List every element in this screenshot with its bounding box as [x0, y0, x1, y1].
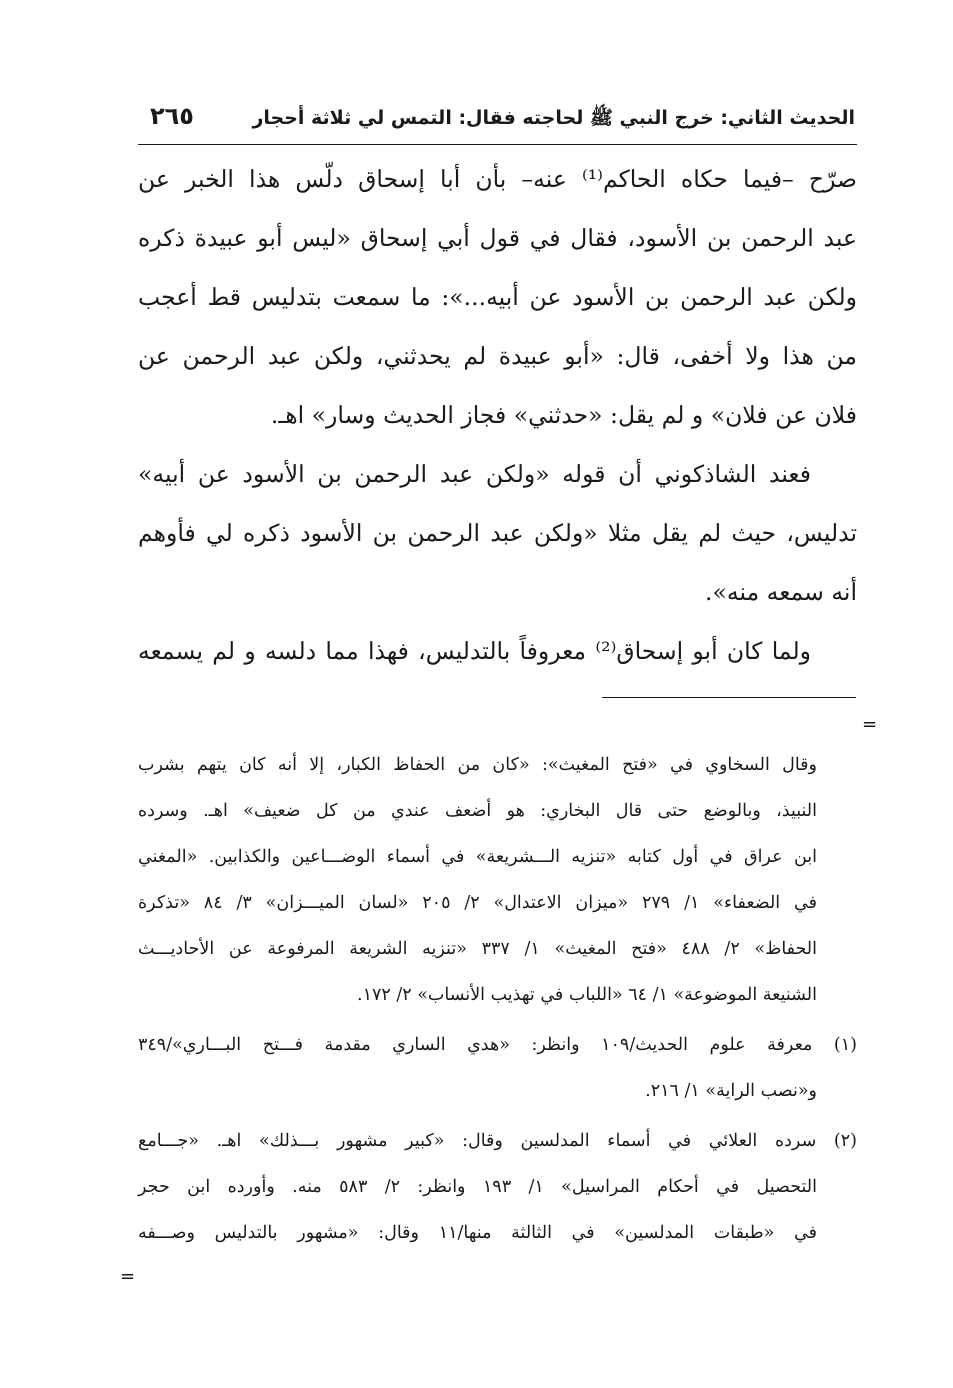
- text-line: عبد الرحمن بن الأسود، فقال في قول أبي إسحاق «ليس أبو عبيدة ذكره: [138, 224, 857, 252]
- text-line: صرّح –فيما حكاه الحاكم⁽¹⁾ عنه– بأن أبا إسحاق دلّس هذا الخبر عن: [138, 165, 858, 193]
- footnote-line: الحفاظ» ٢/ ٤٨٨ «فتح المغيث» ١/ ٣٣٧ «تنزيه الشريعة المرفوعة عن الأحاديـــث: [138, 939, 818, 959]
- footnotes: [138, 742, 857, 1256]
- page-number: ٢٦٥: [150, 102, 194, 130]
- footnote-separator: [602, 697, 856, 698]
- text-line: ولما كان أبو إسحاق⁽²⁾ معروفاً بالتدليس، فهذا مما دلسه و لم يسمعه: [138, 637, 811, 665]
- text-line: تدليس، حيث لم يقل مثلا «ولكن عبد الرحمن بن الأسود ذكره لي فأوهم: [138, 519, 857, 547]
- footnote-1: [138, 1022, 857, 1114]
- footnote-line: التحصيل في أحكام المراسيل» ١/ ١٩٣ وانظر: ٢/ ٥٨٣ منه. وأورده ابن حجر: [138, 1177, 817, 1197]
- footnote-line: (٢) سرده العلائي في أسماء المدلسين وقال: «كبير مشهور بـــذلك» اهـ. «جـــامع: [138, 1131, 857, 1151]
- continuation-mark: =: [862, 714, 878, 735]
- text-line: فلان عن فلان» و لم يقل: «حدثني» فجاز الحديث وسار» اهـ.: [270, 401, 857, 429]
- footnote-2: [138, 1118, 857, 1256]
- footnote-continuation: [138, 742, 857, 1018]
- footnote-line: النبيذ، وبالوضع حتى قال البخاري: هو أضعف عندي من كل ضعيف» اهـ. وسرده: [138, 801, 817, 821]
- footnote-line: (١) معرفة علوم الحديث/١٠٩ وانظر: «هدي الساري مقدمة فـــتح البـــاري»/٣٤٩: [138, 1035, 857, 1055]
- footnote-line: وقال السخاوي في «فتح المغيث»: «كان من الحفاظ الكبار، إلا أنه كان يتهم بشرب: [138, 755, 817, 775]
- footnote-line: في الضعفاء» ١/ ٢٧٩ «ميزان الاعتدال» ٢/ ٢٠٥ «لسان الميـــزان» ٣/ ٨٤ «تذكرة: [138, 893, 817, 913]
- text-line: ولكن عبد الرحمن بن الأسود عن أبيه...»: ما سمعت بتدليس قط أعجب: [138, 283, 857, 311]
- text-line: فعند الشاذكوني أن قوله «ولكن عبد الرحمن بن الأسود عن أبيه»: [138, 460, 811, 488]
- header-rule: [138, 144, 857, 145]
- text-line: أنه سمعه منه».: [705, 578, 857, 606]
- footnote-line: في «طبقات المدلسين» في الثالثة منها/١١ وقال: «مشهور بالتدليس وصـــفه: [138, 1223, 817, 1243]
- footnote-line: و«نصب الراية» ١/ ٢١٦.: [645, 1081, 817, 1101]
- running-header: [138, 98, 855, 144]
- end-continuation-mark: =: [120, 1266, 136, 1287]
- footnote-line: ابن عراق في أول كتابه «تنزيه الـــشريعة» في أسماء الوضـــاعين والكذابين. «المغني: [138, 847, 817, 867]
- text-line: من هذا ولا أخفى، قال: «أبو عبيدة لم يحدثني، ولكن عبد الرحمن عن: [138, 342, 857, 370]
- header-title: الحديث الثاني: خرج النبي ﷺ لحاجته فقال: التمس لي ثلاثة أحجار: [252, 107, 855, 129]
- main-text: [138, 150, 857, 681]
- footnote-line: الشنيعة الموضوعة» ١/ ٦٤ «اللباب في تهذيب الأنساب» ٢/ ١٧٢.: [356, 985, 817, 1005]
